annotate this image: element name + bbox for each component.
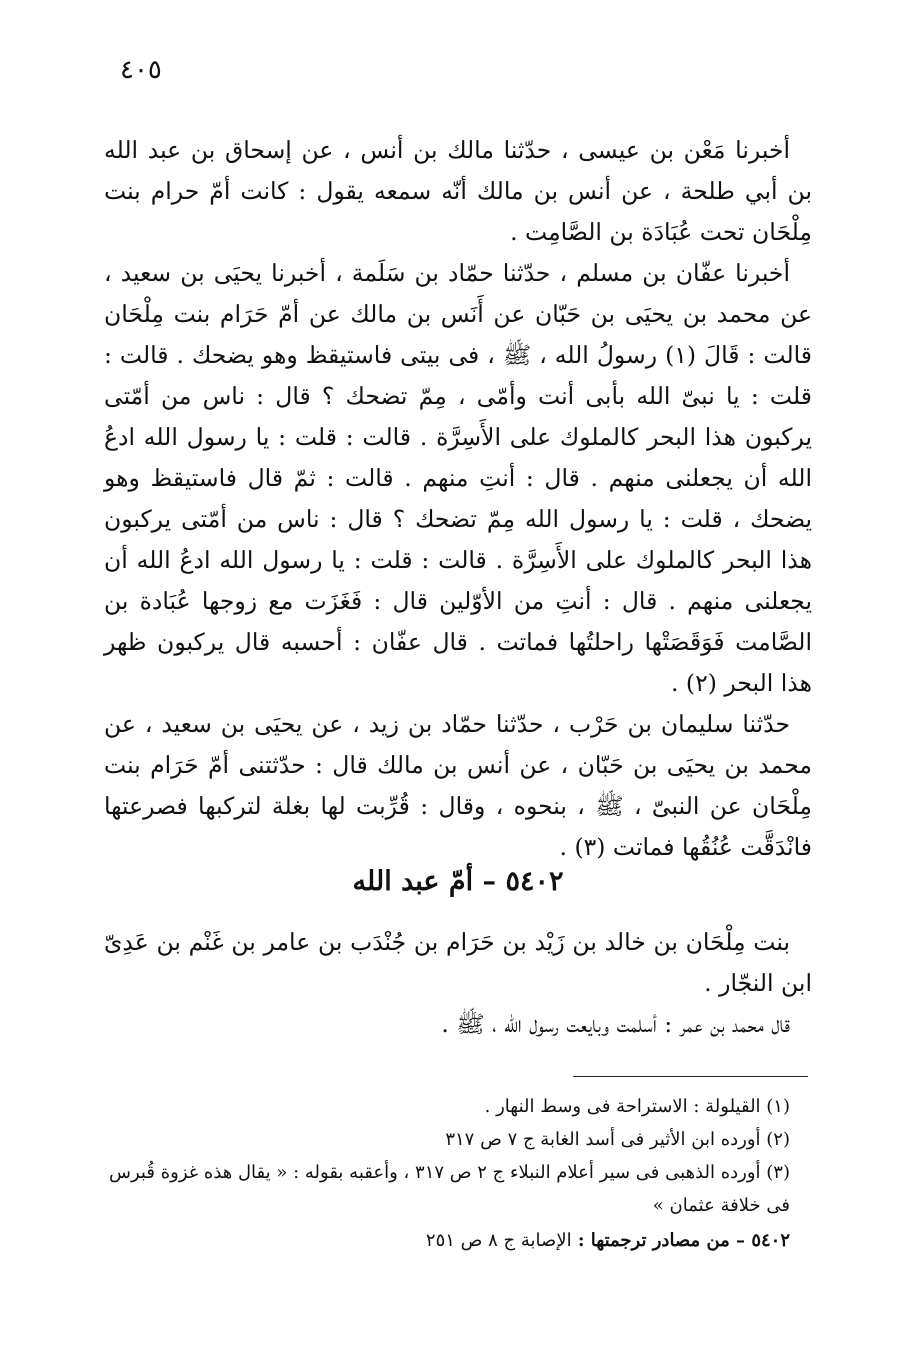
footnote: (٣) أورده الذهبى فى سير أعلام النبلاء ج ٢ ص ٣١٧ ، وأعقبه بقوله : « يقال هذه غزوة قُبرس فى خلافة عثمان » <box>109 1162 790 1216</box>
footnote: (٢) أورده ابن الأثير فى أسد الغابة ج ٧ ص ٣١٧ <box>445 1129 790 1150</box>
source-note-text: الإصابة ج ٨ ص ٢٥١ <box>425 1230 572 1251</box>
entry-heading: ٥٤٠٢ – أمّ عبد الله <box>352 866 564 897</box>
page-number: ٤٠٥ <box>120 55 162 85</box>
source-note-label: ٥٤٠٢ – من مصادر ترجمتها : <box>577 1230 790 1251</box>
footnote-divider <box>573 1076 808 1077</box>
footnote: (١) القيلولة : الاستراحة فى وسط النهار . <box>484 1096 790 1117</box>
paragraph: أخبرنا عفّان بن مسلم ، حدّثنا حمّاد بن سَلَمة ، أخبرنا يحيَى بن سعيد ، عن محمد بن يحيَى بن حَبّان عن أَنَس بن مالك عن أمّ حَرَام بنت مِلْحَان قالت : قَالَ (١) رسولُ الله ، ﷺ ، فى بيتى فاستيقظ وهو يضحك . قالت : قلت : يا نبىّ الله بأبى أنت وأمّى ، مِمّ تضحك ؟ قال : ناس من أمّتى يركبون هذا البحر كالملوك على الأَسِرَّة . قالت : قلت : يا رسول الله ادعُ الله أن يجعلنى منهم . قال : أنتِ منهم . قالت : ثمّ قال فاستيقظ وهو يضحك ، قلت : يا رسول الله مِمّ تضحك ؟ قال : ناس من أمّتى يركبون هذا البحر كالملوك على الأَسِرَّة . قالت : قلت : يا رسول الله ادعُ الله أن يجعلنى منهم . قال : أنتِ من الأوّلين قال : فَغَزَت مع زوجها عُبَادة بن الصَّامت فَوَقَصَتْها راحلتُها فماتت . قال عفّان : أحسبه قال يركبون ظهر هذا البحر (٢) . <box>104 259 812 697</box>
paragraph: أخبرنا مَعْن بن عيسى ، حدّثنا مالك بن أنس ، عن إسحاق بن عبد الله بن أبي طلحة ، عن أنس بن مالك أنّه سمعه يقول : كانت أمّ حرام بنت مِلْحَان تحت عُبَادَة بن الصَّامِت . <box>104 136 812 246</box>
main-text-bottom <box>104 922 812 1045</box>
main-text-top <box>104 130 812 868</box>
paragraph: حدّثنا سليمان بن حَرْب ، حدّثنا حمّاد بن زيد ، عن يحيَى بن سعيد ، عن محمد بن يحيَى بن حَبّان ، عن أنس بن مالك قال : حدّثتنى أمّ حَرَام بنت مِلْحَان عن النبىّ ، ﷺ ، بنحوه ، وقال : قُرِّبت لها بغلة لتركبها فصرعتها فانْدَقَّت عُنُقُها فماتت (٣) . <box>104 710 812 861</box>
footnotes <box>104 1090 812 1275</box>
paragraph: بنت مِلْحَان بن خالد بن زَيْد بن حَرَام بن جُنْدَب بن عامر بن غَنْم بن عَدِىّ ابن النجّار . <box>104 928 812 997</box>
paragraph: قال محمد بن عمر : أسلمت وبايعت رسول الله ، ﷺ . <box>441 1010 790 1038</box>
source-note <box>104 1224 812 1257</box>
